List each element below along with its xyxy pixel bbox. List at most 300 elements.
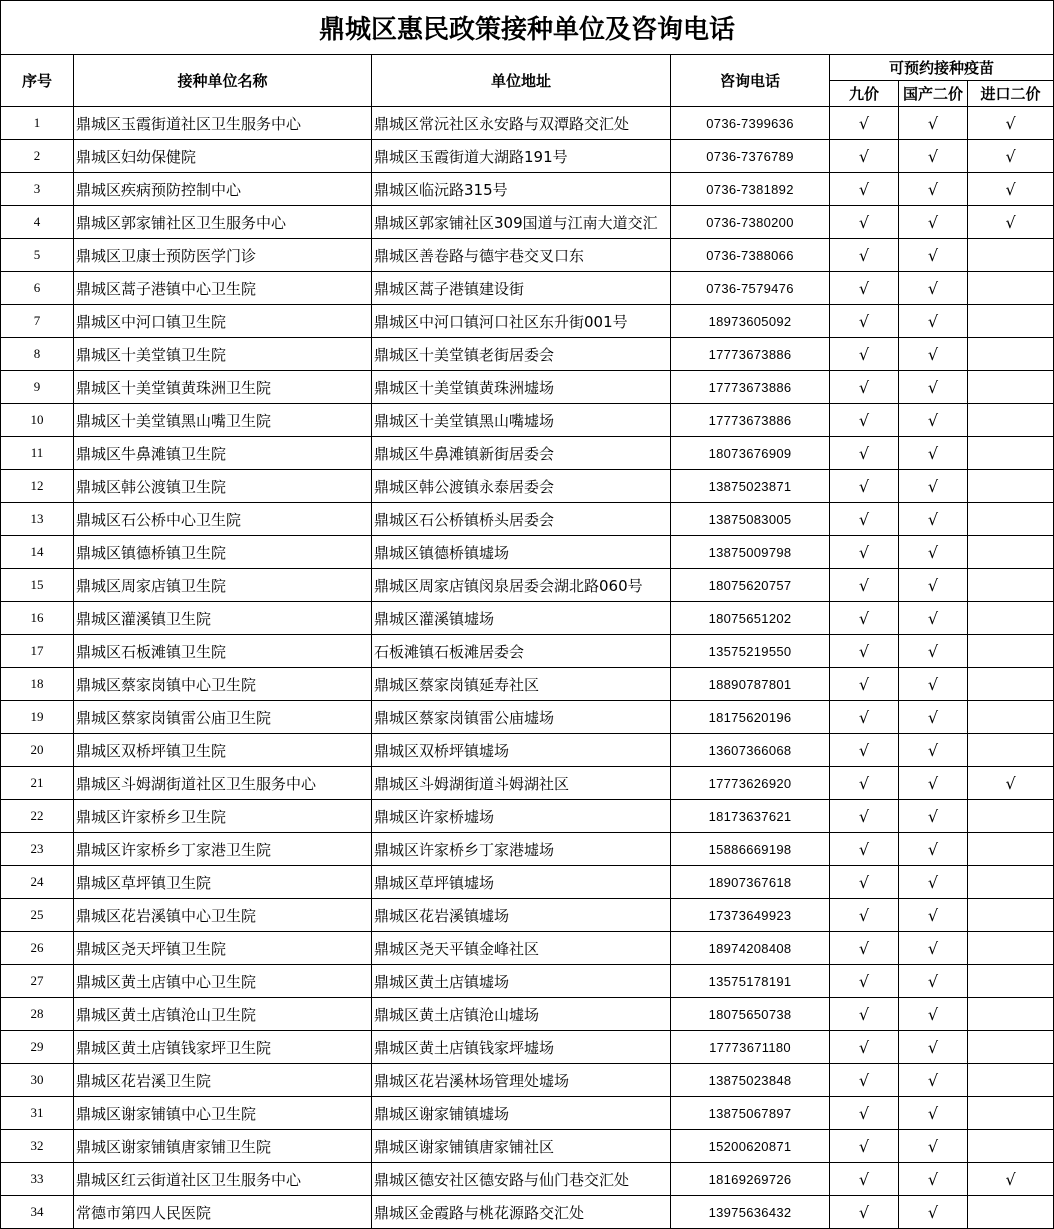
row-site-name: 鼎城区卫康士预防医学门诊 — [74, 239, 372, 272]
row-imported-bivalent — [968, 338, 1054, 371]
header-nine-valent: 九价 — [830, 81, 899, 107]
table-row — [1, 140, 1054, 173]
row-nine-valent — [830, 1097, 899, 1130]
row-address: 鼎城区牛鼻滩镇新街居委会 — [372, 437, 671, 470]
row-domestic-bivalent — [899, 305, 968, 338]
row-address: 鼎城区斗姆湖街道斗姆湖社区 — [372, 767, 671, 800]
row-nine-valent — [830, 668, 899, 701]
check-mark-icon: √ — [858, 707, 870, 727]
row-site-name: 鼎城区妇幼保健院 — [74, 140, 372, 173]
row-nine-valent — [830, 767, 899, 800]
row-phone: 18907367618 — [671, 866, 830, 899]
row-domestic-bivalent — [899, 701, 968, 734]
check-mark-icon: √ — [927, 806, 939, 826]
row-phone: 17773673886 — [671, 338, 830, 371]
row-index: 7 — [1, 305, 74, 338]
row-address: 鼎城区许家桥墟场 — [372, 800, 671, 833]
check-mark-icon: √ — [858, 905, 870, 925]
row-phone: 13875023871 — [671, 470, 830, 503]
row-site-name: 鼎城区疾病预防控制中心 — [74, 173, 372, 206]
table-row — [1, 404, 1054, 437]
row-domestic-bivalent — [899, 767, 968, 800]
row-phone: 18075650738 — [671, 998, 830, 1031]
table-row — [1, 1064, 1054, 1097]
check-mark-icon: √ — [927, 476, 939, 496]
check-mark-icon: √ — [927, 344, 939, 364]
row-phone: 18890787801 — [671, 668, 830, 701]
row-address: 鼎城区十美堂镇老街居委会 — [372, 338, 671, 371]
row-nine-valent — [830, 470, 899, 503]
table-row — [1, 503, 1054, 536]
check-mark-icon: √ — [927, 971, 939, 991]
row-nine-valent — [830, 272, 899, 305]
check-mark-icon: √ — [858, 245, 870, 265]
check-mark-icon: √ — [927, 1202, 939, 1222]
row-nine-valent — [830, 1163, 899, 1196]
row-index: 17 — [1, 635, 74, 668]
row-domestic-bivalent — [899, 1097, 968, 1130]
row-index: 12 — [1, 470, 74, 503]
row-index: 32 — [1, 1130, 74, 1163]
row-address: 鼎城区黄土店镇墟场 — [372, 965, 671, 998]
row-domestic-bivalent — [899, 437, 968, 470]
row-phone: 0736-7388066 — [671, 239, 830, 272]
check-mark-icon: √ — [927, 1037, 939, 1057]
table-row — [1, 866, 1054, 899]
row-address: 鼎城区灌溪镇墟场 — [372, 602, 671, 635]
row-index: 25 — [1, 899, 74, 932]
check-mark-icon: √ — [927, 575, 939, 595]
table-row — [1, 833, 1054, 866]
row-domestic-bivalent — [899, 173, 968, 206]
row-imported-bivalent — [968, 998, 1054, 1031]
table-row — [1, 899, 1054, 932]
row-index: 1 — [1, 107, 74, 140]
row-phone: 17373649923 — [671, 899, 830, 932]
table-row — [1, 932, 1054, 965]
row-domestic-bivalent — [899, 1196, 968, 1229]
row-phone: 13975636432 — [671, 1196, 830, 1229]
row-phone: 17773626920 — [671, 767, 830, 800]
row-address: 鼎城区黄土店镇沧山墟场 — [372, 998, 671, 1031]
row-imported-bivalent — [968, 371, 1054, 404]
row-nine-valent — [830, 503, 899, 536]
row-domestic-bivalent — [899, 272, 968, 305]
row-phone: 18175620196 — [671, 701, 830, 734]
row-site-name: 鼎城区郭家铺社区卫生服务中心 — [74, 206, 372, 239]
row-imported-bivalent — [968, 866, 1054, 899]
check-mark-icon: √ — [927, 740, 939, 760]
table-row — [1, 272, 1054, 305]
row-address: 鼎城区中河口镇河口社区东升街001号 — [372, 305, 671, 338]
check-mark-icon: √ — [858, 311, 870, 331]
row-address: 鼎城区临沅路315号 — [372, 173, 671, 206]
check-mark-icon: √ — [858, 938, 870, 958]
row-index: 30 — [1, 1064, 74, 1097]
table-row — [1, 470, 1054, 503]
row-address: 鼎城区玉霞街道大湖路191号 — [372, 140, 671, 173]
check-mark-icon: √ — [858, 443, 870, 463]
row-site-name: 鼎城区花岩溪卫生院 — [74, 1064, 372, 1097]
check-mark-icon: √ — [927, 212, 939, 232]
row-site-name: 鼎城区双桥坪镇卫生院 — [74, 734, 372, 767]
row-domestic-bivalent — [899, 965, 968, 998]
row-index: 21 — [1, 767, 74, 800]
row-phone: 17773673886 — [671, 371, 830, 404]
check-mark-icon: √ — [858, 113, 870, 133]
row-site-name: 鼎城区谢家铺镇中心卫生院 — [74, 1097, 372, 1130]
table-row — [1, 668, 1054, 701]
row-nine-valent — [830, 701, 899, 734]
row-domestic-bivalent — [899, 1064, 968, 1097]
row-imported-bivalent — [968, 1130, 1054, 1163]
row-domestic-bivalent — [899, 371, 968, 404]
row-phone: 18973605092 — [671, 305, 830, 338]
check-mark-icon: √ — [927, 1136, 939, 1156]
check-mark-icon: √ — [1005, 773, 1016, 793]
row-domestic-bivalent — [899, 536, 968, 569]
row-index: 20 — [1, 734, 74, 767]
row-index: 11 — [1, 437, 74, 470]
row-index: 8 — [1, 338, 74, 371]
check-mark-icon: √ — [858, 212, 870, 232]
check-mark-icon: √ — [927, 1004, 939, 1024]
check-mark-icon: √ — [927, 113, 939, 133]
check-mark-icon: √ — [927, 872, 939, 892]
row-phone: 17773671180 — [671, 1031, 830, 1064]
row-imported-bivalent — [968, 932, 1054, 965]
row-nine-valent — [830, 602, 899, 635]
row-index: 23 — [1, 833, 74, 866]
table-row — [1, 800, 1054, 833]
row-imported-bivalent — [968, 668, 1054, 701]
row-nine-valent — [830, 1031, 899, 1064]
row-nine-valent — [830, 239, 899, 272]
header-vaccines-group: 可预约接种疫苗 — [830, 55, 1054, 81]
check-mark-icon: √ — [858, 1004, 870, 1024]
row-domestic-bivalent — [899, 206, 968, 239]
row-imported-bivalent — [968, 800, 1054, 833]
row-index: 19 — [1, 701, 74, 734]
header-phone: 咨询电话 — [671, 55, 830, 107]
row-imported-bivalent — [968, 734, 1054, 767]
row-nine-valent — [830, 305, 899, 338]
row-phone: 13875067897 — [671, 1097, 830, 1130]
table-row — [1, 437, 1054, 470]
check-mark-icon: √ — [858, 1070, 870, 1090]
row-domestic-bivalent — [899, 932, 968, 965]
row-phone: 18075651202 — [671, 602, 830, 635]
row-address: 鼎城区草坪镇墟场 — [372, 866, 671, 899]
table-body — [1, 107, 1054, 1229]
check-mark-icon: √ — [927, 146, 939, 166]
check-mark-icon: √ — [858, 1103, 870, 1123]
row-phone: 0736-7399636 — [671, 107, 830, 140]
check-mark-icon: √ — [927, 278, 939, 298]
row-imported-bivalent — [968, 899, 1054, 932]
row-imported-bivalent — [968, 569, 1054, 602]
check-mark-icon: √ — [858, 1202, 870, 1222]
check-mark-icon: √ — [858, 344, 870, 364]
row-imported-bivalent — [968, 767, 1054, 800]
table-row — [1, 569, 1054, 602]
row-nine-valent — [830, 998, 899, 1031]
row-site-name: 鼎城区许家桥乡丁家港卫生院 — [74, 833, 372, 866]
header-imported-bivalent: 进口二价 — [968, 81, 1054, 107]
table-row — [1, 173, 1054, 206]
row-site-name: 鼎城区十美堂镇黑山嘴卫生院 — [74, 404, 372, 437]
row-phone: 0736-7381892 — [671, 173, 830, 206]
table-row — [1, 371, 1054, 404]
table-row — [1, 767, 1054, 800]
row-phone: 13875009798 — [671, 536, 830, 569]
row-address: 鼎城区石公桥镇桥头居委会 — [372, 503, 671, 536]
row-site-name: 鼎城区蒿子港镇中心卫生院 — [74, 272, 372, 305]
row-nine-valent — [830, 833, 899, 866]
row-index: 13 — [1, 503, 74, 536]
row-address: 鼎城区十美堂镇黄珠洲墟场 — [372, 371, 671, 404]
row-phone: 18169269726 — [671, 1163, 830, 1196]
row-site-name: 鼎城区石板滩镇卫生院 — [74, 635, 372, 668]
row-imported-bivalent — [968, 965, 1054, 998]
table-row — [1, 206, 1054, 239]
check-mark-icon: √ — [1005, 179, 1016, 199]
row-nine-valent — [830, 437, 899, 470]
check-mark-icon: √ — [927, 641, 939, 661]
row-nine-valent — [830, 800, 899, 833]
check-mark-icon: √ — [858, 509, 870, 529]
row-site-name: 鼎城区蔡家岗镇中心卫生院 — [74, 668, 372, 701]
row-domestic-bivalent — [899, 833, 968, 866]
row-site-name: 鼎城区黄土店镇中心卫生院 — [74, 965, 372, 998]
check-mark-icon: √ — [1005, 113, 1016, 133]
row-site-name: 鼎城区花岩溪镇中心卫生院 — [74, 899, 372, 932]
check-mark-icon: √ — [858, 542, 870, 562]
row-index: 29 — [1, 1031, 74, 1064]
row-phone: 18974208408 — [671, 932, 830, 965]
row-phone: 13575219550 — [671, 635, 830, 668]
row-address: 鼎城区蒿子港镇建设街 — [372, 272, 671, 305]
row-phone: 18073676909 — [671, 437, 830, 470]
row-index: 14 — [1, 536, 74, 569]
row-site-name: 鼎城区草坪镇卫生院 — [74, 866, 372, 899]
check-mark-icon: √ — [858, 806, 870, 826]
check-mark-icon: √ — [927, 245, 939, 265]
row-site-name: 鼎城区十美堂镇黄珠洲卫生院 — [74, 371, 372, 404]
row-imported-bivalent — [968, 437, 1054, 470]
check-mark-icon: √ — [858, 971, 870, 991]
row-nine-valent — [830, 899, 899, 932]
row-address: 鼎城区花岩溪林场管理处墟场 — [372, 1064, 671, 1097]
row-imported-bivalent — [968, 1196, 1054, 1229]
row-address: 鼎城区谢家铺镇唐家铺社区 — [372, 1130, 671, 1163]
row-address: 鼎城区蔡家岗镇雷公庙墟场 — [372, 701, 671, 734]
row-domestic-bivalent — [899, 602, 968, 635]
row-address: 鼎城区谢家铺镇墟场 — [372, 1097, 671, 1130]
check-mark-icon: √ — [927, 839, 939, 859]
row-domestic-bivalent — [899, 635, 968, 668]
row-site-name: 鼎城区尧天坪镇卫生院 — [74, 932, 372, 965]
row-site-name: 鼎城区中河口镇卫生院 — [74, 305, 372, 338]
row-phone: 18173637621 — [671, 800, 830, 833]
row-nine-valent — [830, 1196, 899, 1229]
row-site-name: 鼎城区蔡家岗镇雷公庙卫生院 — [74, 701, 372, 734]
row-site-name: 常德市第四人民医院 — [74, 1196, 372, 1229]
row-index: 15 — [1, 569, 74, 602]
row-address: 鼎城区黄土店镇钱家坪墟场 — [372, 1031, 671, 1064]
check-mark-icon: √ — [927, 1070, 939, 1090]
row-domestic-bivalent — [899, 107, 968, 140]
row-site-name: 鼎城区谢家铺镇唐家铺卫生院 — [74, 1130, 372, 1163]
row-index: 28 — [1, 998, 74, 1031]
row-domestic-bivalent — [899, 140, 968, 173]
check-mark-icon: √ — [927, 1103, 939, 1123]
check-mark-icon: √ — [858, 773, 870, 793]
check-mark-icon: √ — [858, 1037, 870, 1057]
row-nine-valent — [830, 107, 899, 140]
row-imported-bivalent — [968, 833, 1054, 866]
row-phone: 13875083005 — [671, 503, 830, 536]
check-mark-icon: √ — [858, 641, 870, 661]
row-nine-valent — [830, 965, 899, 998]
header-name: 接种单位名称 — [74, 55, 372, 107]
check-mark-icon: √ — [858, 740, 870, 760]
row-address: 鼎城区花岩溪镇墟场 — [372, 899, 671, 932]
table-row — [1, 1163, 1054, 1196]
row-imported-bivalent — [968, 173, 1054, 206]
row-nine-valent — [830, 866, 899, 899]
row-site-name: 鼎城区玉霞街道社区卫生服务中心 — [74, 107, 372, 140]
check-mark-icon: √ — [858, 377, 870, 397]
row-site-name: 鼎城区斗姆湖街道社区卫生服务中心 — [74, 767, 372, 800]
row-nine-valent — [830, 1130, 899, 1163]
table-row — [1, 1130, 1054, 1163]
row-address: 鼎城区韩公渡镇永泰居委会 — [372, 470, 671, 503]
row-address: 鼎城区周家店镇闵泉居委会湖北路060号 — [372, 569, 671, 602]
row-imported-bivalent — [968, 470, 1054, 503]
row-phone: 18075620757 — [671, 569, 830, 602]
table-row — [1, 734, 1054, 767]
table-row — [1, 998, 1054, 1031]
check-mark-icon: √ — [927, 443, 939, 463]
row-nine-valent — [830, 932, 899, 965]
row-phone: 0736-7380200 — [671, 206, 830, 239]
row-phone: 15200620871 — [671, 1130, 830, 1163]
check-mark-icon: √ — [858, 674, 870, 694]
row-site-name: 鼎城区灌溪镇卫生院 — [74, 602, 372, 635]
row-site-name: 鼎城区红云街道社区卫生服务中心 — [74, 1163, 372, 1196]
table-row — [1, 1031, 1054, 1064]
row-imported-bivalent — [968, 635, 1054, 668]
row-imported-bivalent — [968, 1031, 1054, 1064]
check-mark-icon: √ — [927, 938, 939, 958]
row-phone: 0736-7376789 — [671, 140, 830, 173]
check-mark-icon: √ — [858, 839, 870, 859]
row-index: 34 — [1, 1196, 74, 1229]
check-mark-icon: √ — [858, 872, 870, 892]
row-index: 22 — [1, 800, 74, 833]
check-mark-icon: √ — [927, 377, 939, 397]
check-mark-icon: √ — [858, 608, 870, 628]
page-title: 鼎城区惠民政策接种单位及咨询电话 — [1, 1, 1054, 55]
row-index: 2 — [1, 140, 74, 173]
row-index: 18 — [1, 668, 74, 701]
row-address: 鼎城区十美堂镇黑山嘴墟场 — [372, 404, 671, 437]
row-site-name: 鼎城区镇德桥镇卫生院 — [74, 536, 372, 569]
check-mark-icon: √ — [927, 509, 939, 529]
row-imported-bivalent — [968, 107, 1054, 140]
check-mark-icon: √ — [927, 773, 939, 793]
row-site-name: 鼎城区石公桥中心卫生院 — [74, 503, 372, 536]
row-domestic-bivalent — [899, 1163, 968, 1196]
check-mark-icon: √ — [858, 1136, 870, 1156]
check-mark-icon: √ — [927, 608, 939, 628]
row-nine-valent — [830, 173, 899, 206]
row-imported-bivalent — [968, 206, 1054, 239]
row-imported-bivalent — [968, 404, 1054, 437]
row-nine-valent — [830, 734, 899, 767]
check-mark-icon: √ — [927, 179, 939, 199]
check-mark-icon: √ — [858, 179, 870, 199]
row-domestic-bivalent — [899, 866, 968, 899]
table-row — [1, 338, 1054, 371]
row-address: 鼎城区金霞路与桃花源路交汇处 — [372, 1196, 671, 1229]
row-domestic-bivalent — [899, 239, 968, 272]
row-phone: 0736-7579476 — [671, 272, 830, 305]
row-imported-bivalent — [968, 536, 1054, 569]
table-row — [1, 536, 1054, 569]
table-row — [1, 239, 1054, 272]
row-nine-valent — [830, 569, 899, 602]
check-mark-icon: √ — [1005, 1169, 1016, 1189]
row-index: 4 — [1, 206, 74, 239]
check-mark-icon: √ — [927, 674, 939, 694]
check-mark-icon: √ — [927, 1169, 939, 1189]
check-mark-icon: √ — [858, 410, 870, 430]
row-phone: 13607366068 — [671, 734, 830, 767]
table-row — [1, 107, 1054, 140]
table-row — [1, 1097, 1054, 1130]
row-domestic-bivalent — [899, 503, 968, 536]
check-mark-icon: √ — [858, 146, 870, 166]
row-imported-bivalent — [968, 602, 1054, 635]
row-address: 鼎城区蔡家岗镇延寿社区 — [372, 668, 671, 701]
check-mark-icon: √ — [858, 278, 870, 298]
table-row — [1, 965, 1054, 998]
row-imported-bivalent — [968, 1064, 1054, 1097]
row-domestic-bivalent — [899, 734, 968, 767]
row-address: 鼎城区德安社区德安路与仙门巷交汇处 — [372, 1163, 671, 1196]
row-site-name: 鼎城区许家桥乡卫生院 — [74, 800, 372, 833]
row-domestic-bivalent — [899, 1031, 968, 1064]
row-imported-bivalent — [968, 1097, 1054, 1130]
row-nine-valent — [830, 1064, 899, 1097]
row-nine-valent — [830, 371, 899, 404]
check-mark-icon: √ — [858, 1169, 870, 1189]
check-mark-icon: √ — [858, 476, 870, 496]
row-site-name: 鼎城区黄土店镇钱家坪卫生院 — [74, 1031, 372, 1064]
check-mark-icon: √ — [927, 542, 939, 562]
row-imported-bivalent — [968, 305, 1054, 338]
row-domestic-bivalent — [899, 998, 968, 1031]
table-row — [1, 305, 1054, 338]
row-domestic-bivalent — [899, 338, 968, 371]
row-imported-bivalent — [968, 1163, 1054, 1196]
row-index: 3 — [1, 173, 74, 206]
table-row — [1, 602, 1054, 635]
header-domestic-bivalent: 国产二价 — [899, 81, 968, 107]
row-address: 鼎城区善卷路与德宇巷交叉口东 — [372, 239, 671, 272]
